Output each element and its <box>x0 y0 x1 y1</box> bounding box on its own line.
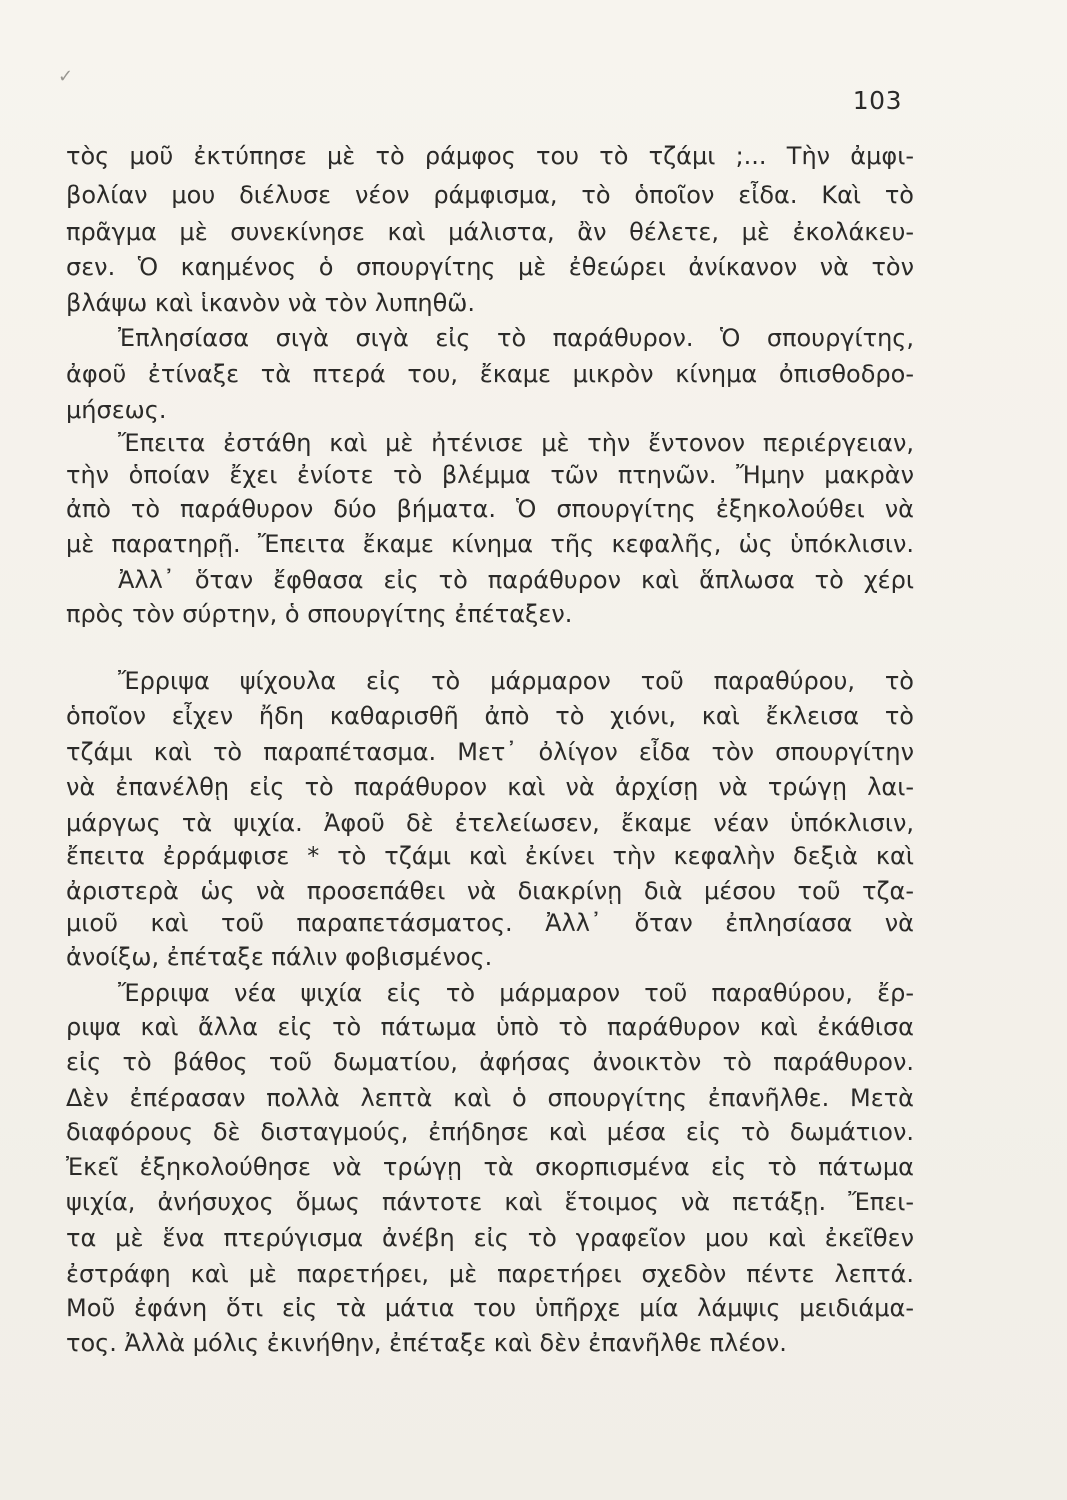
text-line-4: σεν. Ὁ καημένος ὁ σπουργίτης μὲ ἐθεώρει ἀνίκανον νὰ τὸν <box>66 253 914 281</box>
text-line-25: ριψα καὶ ἄλλα εἰς τὸ πάτωμα ὑπὸ τὸ παράθυρον καὶ ἐκάθισα <box>66 1013 914 1041</box>
text-line-7: ἀφοῦ ἐτίναξε τὰ πτερά του, ἔκαμε μικρὸν κίνημα ὀπισθοδρο- <box>66 360 914 388</box>
text-line-2: βολίαν μου διέλυσε νέον ράμφισμα, τὸ ὁποῖον εἶδα. Καὶ τὸ <box>66 181 914 209</box>
text-line-1: τὸς μοῦ ἐκτύπησε μὲ τὸ ράμφος του τὸ τζάμι ;... Τὴν ἀμφι- <box>66 142 914 170</box>
text-line-19: μάργως τὰ ψιχία. Ἀφοῦ δὲ ἐτελείωσεν, ἔκαμε νέαν ὑπόκλισιν, <box>66 809 914 837</box>
text-line-26: εἰς τὸ βάθος τοῦ δωματίου, ἀφήσας ἀνοικτὸν τὸ παράθυρον. <box>66 1048 914 1076</box>
page-number: 103 <box>852 86 902 115</box>
text-line-21: ἀριστερὰ ὡς νὰ προσεπάθει νὰ διακρίνῃ διὰ μέσου τοῦ τζα- <box>66 877 914 905</box>
text-line-15: Ἔρριψα ψίχουλα εἰς τὸ μάρμαρον τοῦ παραθύρου, τὸ <box>118 667 914 695</box>
text-line-11: ἀπὸ τὸ παράθυρον δύο βήματα. Ὁ σπουργίτης ἐξηκολούθει νὰ <box>66 495 914 523</box>
text-line-20: ἔπειτα ἐρράμφισε * τὸ τζάμι καὶ ἐκίνει τὴν κεφαλὴν δεξιὰ καὶ <box>66 842 914 870</box>
text-line-3: πρᾶγμα μὲ συνεκίνησε καὶ μάλιστα, ἂν θέλετε, μὲ ἐκολάκευ- <box>66 218 914 246</box>
text-line-14: πρὸς τὸν σύρτην, ὁ σπουργίτης ἐπέταξεν. <box>66 600 573 628</box>
text-line-29: Ἐκεῖ ἐξηκολούθησε νὰ τρώγῃ τὰ σκορπισμένα εἰς τὸ πάτωμα <box>66 1153 914 1181</box>
text-line-12: μὲ παρατηρῇ. Ἔπειτα ἔκαμε κίνημα τῆς κεφαλῆς, ὡς ὑπόκλισιν. <box>66 530 914 558</box>
text-line-28: διαφόρους δὲ δισταγμούς, ἐπήδησε καὶ μέσα εἰς τὸ δωμάτιον. <box>66 1118 914 1146</box>
text-line-31: τα μὲ ἕνα πτερύγισμα ἀνέβη εἰς τὸ γραφεῖον μου καὶ ἐκεῖθεν <box>66 1224 914 1252</box>
text-line-32: ἐστράφη καὶ μὲ παρετήρει, μὲ παρετήρει σχεδὸν πέντε λεπτά. <box>66 1260 914 1288</box>
text-line-34: τος. Ἀλλὰ μόλις ἐκινήθην, ἐπέταξε καὶ δὲν ἐπανῆλθε πλέον. <box>66 1329 787 1357</box>
text-line-18: νὰ ἐπανέλθῃ εἰς τὸ παράθυρον καὶ νὰ ἀρχίσῃ νὰ τρώγῃ λαι- <box>66 773 914 801</box>
text-line-33: Μοῦ ἐφάνη ὅτι εἰς τὰ μάτια του ὑπῆρχε μία λάμψις μειδιάμα- <box>66 1294 914 1322</box>
text-line-6: Ἐπλησίασα σιγὰ σιγὰ εἰς τὸ παράθυρον. Ὁ σπουργίτης, <box>118 324 914 352</box>
text-line-30: ψιχία, ἀνήσυχος ὅμως πάντοτε καὶ ἕτοιμος νὰ πετάξῃ. Ἔπει- <box>66 1188 914 1216</box>
text-line-27: Δὲν ἐπέρασαν πολλὰ λεπτὰ καὶ ὁ σπουργίτης ἐπανῆλθε. Μετὰ <box>66 1084 914 1112</box>
stray-mark: ✓ <box>58 66 74 87</box>
text-line-24: Ἔρριψα νέα ψιχία εἰς τὸ μάρμαρον τοῦ παραθύρου, ἔρ- <box>118 979 914 1007</box>
text-line-16: ὁποῖον εἶχεν ἤδη καθαρισθῆ ἀπὸ τὸ χιόνι, καὶ ἔκλεισα τὸ <box>66 702 914 730</box>
text-line-9: Ἔπειτα ἐστάθη καὶ μὲ ἠτένισε μὲ τὴν ἔντονον περιέργειαν, <box>118 429 914 457</box>
text-line-17: τζάμι καὶ τὸ παραπέτασμα. Μετ᾽ ὀλίγον εἶδα τὸν σπουργίτην <box>66 738 914 766</box>
text-line-13: Ἀλλ᾽ ὅταν ἔφθασα εἰς τὸ παράθυρον καὶ ἅπλωσα τὸ χέρι <box>118 566 914 594</box>
text-line-8: μήσεως. <box>66 396 167 424</box>
text-line-5: βλάψω καὶ ἱκανὸν νὰ τὸν λυπηθῶ. <box>66 289 476 317</box>
text-line-23: ἀνοίξω, ἐπέταξε πάλιν φοβισμένος. <box>66 943 493 971</box>
text-line-10: τὴν ὁποίαν ἔχει ἐνίοτε τὸ βλέμμα τῶν πτηνῶν. Ἤμην μακρὰν <box>66 461 914 489</box>
text-line-22: μιοῦ καὶ τοῦ παραπετάσματος. Ἀλλ᾽ ὅταν ἐπλησίασα νὰ <box>66 909 914 937</box>
